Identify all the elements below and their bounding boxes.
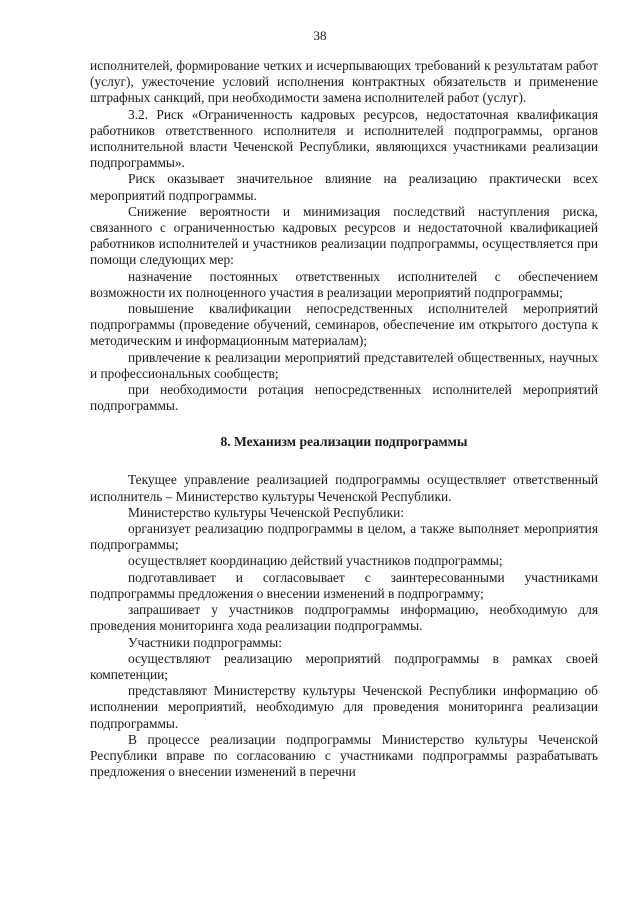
paragraph: Участники подпрограммы: <box>128 634 282 650</box>
list-item: запрашивает у участников подпрограммы информацию, необходимую для проведения мониторинга хода реализации подпрограммы. <box>90 602 598 634</box>
paragraph: Снижение вероятности и минимизация последствий наступления риска, связанного с ограниченностью кадровых ресурсов и недостаточной квалификацией работников исполнителей и участников реализации подпрограммы, осуществляется при помощи следующих мер: <box>90 203 598 268</box>
list-item: назначение постоянных ответственных исполнителей с обеспечением возможности их полноценного участия в реализации мероприятий подпрограммы; <box>90 268 598 300</box>
list-item: осуществляют реализацию мероприятий подпрограммы в рамках своей компетенции; <box>90 650 598 682</box>
list-item: повышение квалификации непосредственных исполнителей мероприятий подпрограммы (проведение обучений, семинаров, обеспечение им открытого доступа к методическим и информационным материалам); <box>90 301 598 349</box>
list-item: представляют Министерству культуры Чеченской Республики информацию об исполнении мероприятий, необходимую для проведения мониторинга реализации подпрограммы. <box>90 683 598 731</box>
document-body <box>90 58 598 780</box>
list-item: организует реализацию подпрограммы в целом, а также выполняет мероприятия подпрограммы; <box>90 521 598 553</box>
page-number: 38 <box>313 28 327 43</box>
paragraph: Текущее управление реализацией подпрограммы осуществляет ответственный исполнитель – Министерство культуры Чеченской Республики. <box>90 472 598 504</box>
list-item: привлечение к реализации мероприятий представителей общественных, научных и профессиональных сообществ; <box>90 349 598 381</box>
list-item: при необходимости ротация непосредственных исполнителей мероприятий подпрограммы. <box>90 382 598 414</box>
list-item: подготавливает и согласовывает с заинтересованными участниками подпрограммы предложения о внесении изменений в подпрограмму; <box>90 569 598 601</box>
list-item: осуществляет координацию действий участников подпрограммы; <box>128 553 503 569</box>
paragraph: Риск оказывает значительное влияние на реализацию практически всех мероприятий подпрограммы. <box>90 171 598 203</box>
paragraph: В процессе реализации подпрограммы Министерство культуры Чеченской Республики вправе по согласованию с участниками подпрограммы разрабатывать предложения о внесении изменений в перечни <box>90 731 598 780</box>
paragraph: исполнителей, формирование четких и исчерпывающих требований к результатам работ (услуг), ужесточение условий исполнения контрактных обязательств и применение штрафных санкций, при необходимости замена исполнителей работ (услуг). <box>90 58 598 106</box>
paragraph-risk-3-2: 3.2. Риск «Ограниченность кадровых ресурсов, недостаточная квалификация работников ответственного исполнителя и исполнителей подпрограммы, органов исполнительной власти Чеченской Республики, являющихся участниками реализации подпрограммы». <box>90 106 598 171</box>
paragraph: Министерство культуры Чеченской Республики: <box>128 504 405 520</box>
section-heading: 8. Механизм реализации подпрограммы <box>220 434 468 450</box>
